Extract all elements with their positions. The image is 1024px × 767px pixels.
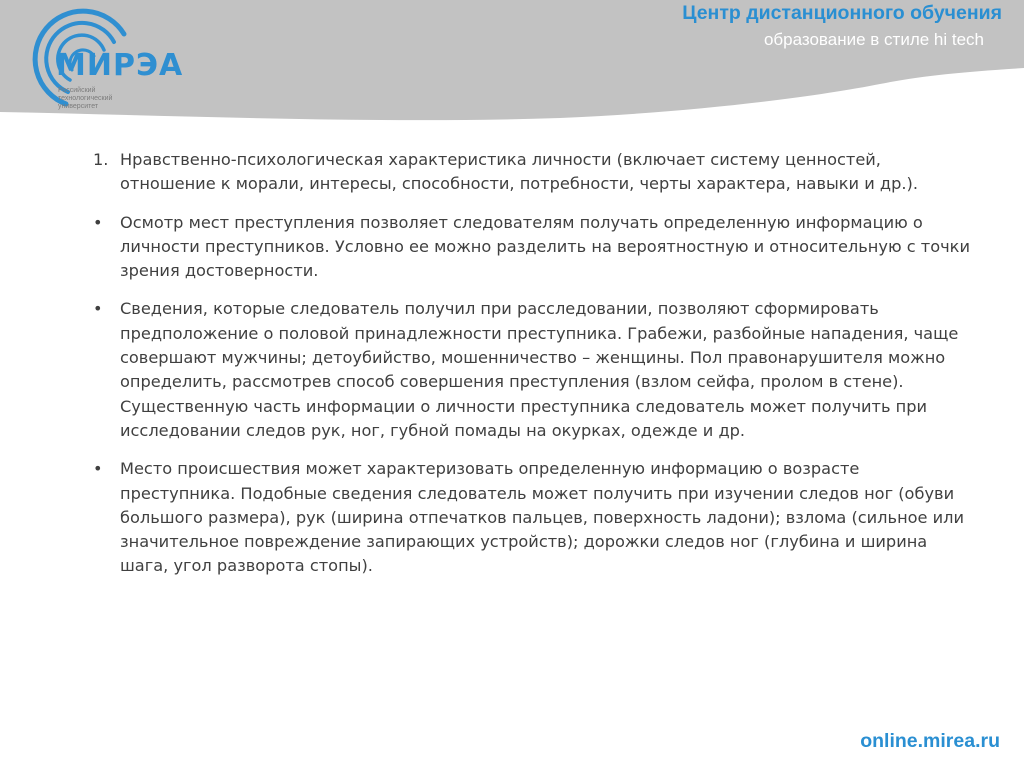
list-marker: 1. <box>93 150 109 169</box>
list-item-text: Нравственно-психологическая характеристика личности (включает систему ценностей, отношение к морали, интересы, способности, потребности, черты характера, навыки и др.). <box>120 150 918 194</box>
list-item-text: Сведения, которые следователь получил при расследовании, позволяют сформировать предположение о половой принадлежности преступника. Грабежи, разбойные нападения, чаще совершают мужчины; детоубийство, мошенничество – женщины. Пол правонарушителя можно определить, рассмотрев способ совершения преступления (взлом сейфа, пролом в стене). Существенную часть информации о личности преступника следователь может получить при исследовании следов рук, ног, губной помады на окурках, одежде и др. <box>120 299 959 440</box>
list-marker: • <box>93 459 103 479</box>
list-marker: • <box>93 299 103 319</box>
list-marker: • <box>93 212 103 232</box>
list-item-text: Место происшествия может характеризовать определенную информацию о возрасте преступника. Подобные сведения следователь может получить при изучении следов ног (обуви большого размера), рук (ширина отпечатков пальцев, поверхность ладони); взлома (сильное или значительное повреждение запирающих устройств); дорожки следов ног (глубина и ширина шага, угол разворота стопы). <box>120 459 965 576</box>
center-title: Центр дистанционного обучения <box>682 2 1002 24</box>
logo-name: МИРЭА <box>56 48 184 83</box>
list-item <box>93 148 973 197</box>
logo-subtitle: Российский технологический университет <box>58 87 113 110</box>
footer-url[interactable]: online.mirea.ru <box>860 730 1000 752</box>
list-item <box>93 211 973 284</box>
list-item <box>93 457 973 578</box>
center-subtitle: образование в стиле hi tech <box>763 30 984 49</box>
list-item <box>93 297 973 443</box>
list-item-text: Осмотр мест преступления позволяет следователям получать определенную информацию о личности преступников. Условно ее можно разделить на вероятностную и относительную с точки зрения достоверности. <box>120 212 970 281</box>
content-body <box>93 148 973 593</box>
mirea-logo <box>6 4 184 114</box>
